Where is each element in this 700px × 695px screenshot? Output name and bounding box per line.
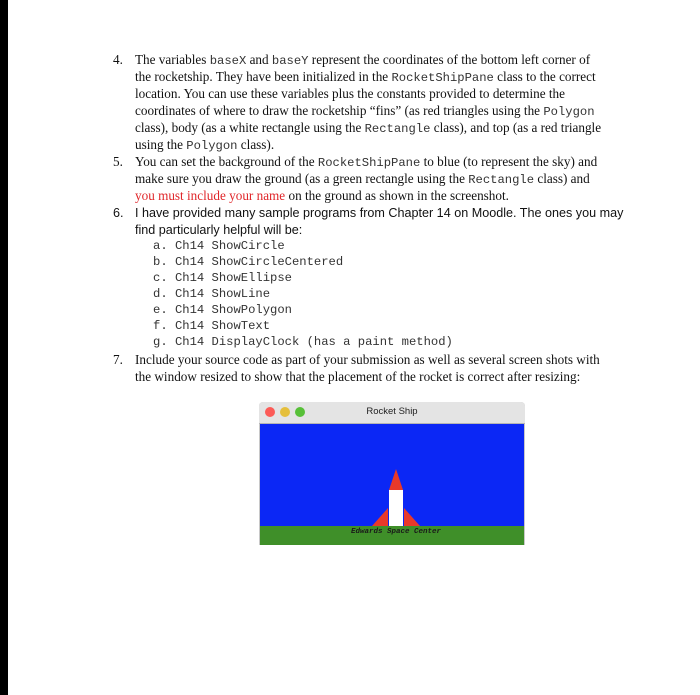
text-segment: and — [246, 52, 272, 67]
text-segment: class). — [237, 137, 275, 152]
list-item-5 — [113, 154, 653, 206]
text-segment: find particularly helpful will be: — [135, 223, 303, 237]
item-line — [135, 69, 596, 85]
code-identifier: RocketShipPane — [317, 156, 421, 170]
rocket-left-fin — [372, 508, 388, 526]
code-identifier: Polygon — [186, 139, 238, 153]
text-segment: location. You can use these variables plus the constants provided to determine the — [135, 86, 565, 101]
sample-program-item: b. Ch14 ShowCircleCentered — [153, 255, 344, 269]
rocket-ship-window-screenshot — [259, 402, 525, 545]
item-number: 6. — [113, 206, 124, 220]
text-segment: class to the correct — [493, 69, 596, 84]
item-line — [135, 137, 274, 153]
code-identifier: baseY — [271, 54, 309, 68]
text-segment: coordinates of where to draw the rocketship “fins” (as red triangles using the — [135, 103, 544, 118]
text-segment: the rocketship. They have been initialized in the — [135, 69, 392, 84]
sample-program-item: g. Ch14 DisplayClock (has a paint method) — [153, 335, 453, 349]
sample-program-item: c. Ch14 ShowEllipse — [153, 271, 292, 285]
text-segment: to blue (to represent the sky) and — [420, 154, 598, 169]
item-line — [135, 223, 302, 237]
list-item-7 — [113, 352, 653, 388]
sample-program-item: a. Ch14 ShowCircle — [153, 239, 285, 253]
text-segment: Include your source code as part of your submission as well as several screen shots with — [135, 352, 600, 367]
text-segment: I have provided many sample programs from Chapter 14 on Moodle. The ones you may — [135, 206, 624, 220]
emphasis-text: you must include your name — [135, 188, 286, 203]
item-number: 4. — [113, 52, 123, 67]
item-line — [135, 369, 580, 385]
text-segment: You can set the background of the — [135, 154, 318, 169]
item-line — [135, 52, 590, 68]
sample-program-item: f. Ch14 ShowText — [153, 319, 271, 333]
text-segment: The variables — [135, 52, 210, 67]
text-segment: the window resized to show that the placement of the rocket is correct after resizing: — [135, 369, 581, 384]
ground-name-label: Edwards Space Center — [351, 528, 442, 536]
code-identifier: Rectangle — [364, 122, 431, 136]
rocket-right-fin — [404, 508, 420, 526]
text-segment: represent the coordinates of the bottom left corner of — [308, 52, 591, 67]
item-line — [135, 352, 600, 368]
text-segment: using the — [135, 137, 187, 152]
list-item-6 — [113, 206, 653, 356]
list-item-4 — [113, 52, 653, 152]
item-line — [135, 154, 597, 170]
item-line — [135, 86, 565, 102]
text-segment: on the ground as shown in the screenshot. — [285, 188, 509, 203]
item-number: 5. — [113, 154, 123, 169]
code-identifier: Polygon — [543, 105, 595, 119]
rocket-body — [389, 490, 403, 526]
item-line — [135, 103, 595, 119]
window-title: Rocket Ship — [366, 406, 418, 417]
text-segment: class), and top (as a red triangle — [430, 120, 602, 135]
code-identifier: Rectangle — [468, 173, 535, 187]
text-segment: class), body (as a white rectangle using the — [135, 120, 365, 135]
item-line — [135, 120, 601, 136]
text-segment: class) and — [534, 171, 590, 186]
sample-program-item: e. Ch14 ShowPolygon — [153, 303, 292, 317]
rocket-drawing — [259, 402, 525, 545]
code-identifier: RocketShipPane — [391, 71, 494, 85]
rocket-top — [389, 469, 403, 490]
item-line — [135, 171, 590, 187]
text-segment: make sure you draw the ground (as a green rectangle using the — [135, 171, 469, 186]
item-line — [135, 206, 623, 220]
item-line — [135, 188, 509, 204]
item-number: 7. — [113, 352, 123, 367]
sample-program-item: d. Ch14 ShowLine — [153, 287, 271, 301]
code-identifier: baseX — [209, 54, 247, 68]
